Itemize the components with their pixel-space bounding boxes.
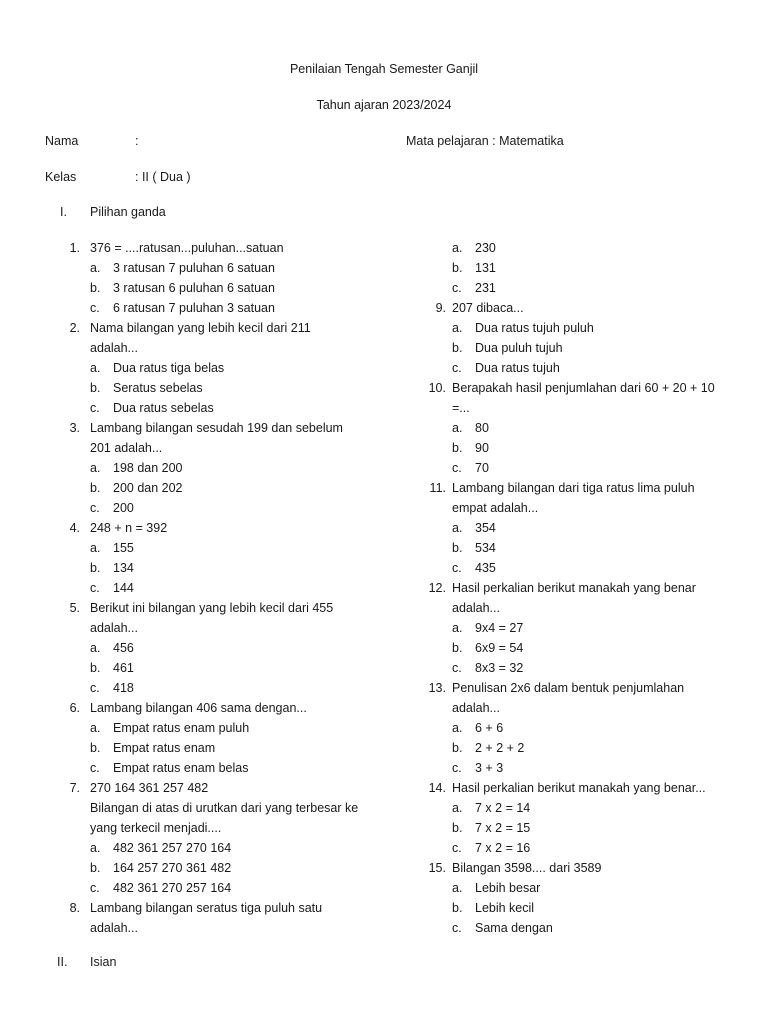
option-text: Lebih besar [475,881,541,895]
option-letter: b. [90,481,101,495]
school-year: Tahun ajaran 2023/2024 [316,98,452,112]
option-letter: c. [90,761,100,775]
question-text: 248 + n = 392 [90,521,168,535]
option-letter: b. [452,741,463,755]
question-number: 3. [69,421,80,435]
option-text: 155 [113,541,134,555]
subject-label: Mata pelajaran : Matematika [406,134,564,148]
option-letter: a. [452,321,463,335]
option-text: Sama dengan [475,921,553,935]
question-text: Lambang bilangan sesudah 199 dan sebelum [90,421,343,435]
option-letter: b. [90,741,101,755]
option-letter: a. [452,881,463,895]
option-text: 435 [475,561,496,575]
question-text-continued: empat adalah... [452,501,539,515]
option-text: 418 [113,681,134,695]
option-text: Lebih kecil [475,901,535,915]
option-text: Dua ratus sebelas [113,401,214,415]
option-text: 534 [475,541,496,555]
question-number: 1. [69,241,80,255]
option-letter: c. [90,581,100,595]
option-text: Dua ratus tujuh puluh [475,321,594,335]
option-text: 134 [113,561,134,575]
question-text: 270 164 361 257 482 [90,781,209,795]
question-text-continued: adalah... [90,621,138,635]
question-number: 4. [69,521,80,535]
option-letter: a. [90,641,101,655]
option-text: 9x4 = 27 [475,621,524,635]
question-text: 207 dibaca... [452,301,524,315]
option-letter: a. [452,621,463,635]
option-letter: a. [452,801,463,815]
question-text: Hasil perkalian berikut manakah yang benar [452,581,696,595]
option-text: Empat ratus enam [113,741,216,755]
question-text-continued: adalah... [452,701,500,715]
section-two-title: Isian [90,955,117,969]
question-text-continued: Bilangan di atas di urutkan dari yang terbesar ke [90,801,359,815]
question-number: 2. [69,321,80,335]
option-letter: b. [452,821,463,835]
option-text: 164 257 270 361 482 [113,861,232,875]
option-text: 90 [475,441,489,455]
question-text-continued: 201 adalah... [90,441,163,455]
option-letter: b. [90,281,101,295]
option-text: 3 ratusan 7 puluhan 6 satuan [113,261,275,275]
option-letter: a. [452,421,463,435]
option-text: 354 [475,521,496,535]
question-number: 12. [428,581,446,595]
option-letter: a. [452,521,463,535]
section-one-title: Pilihan ganda [90,205,166,219]
option-letter: c. [452,921,462,935]
option-letter: b. [452,901,463,915]
option-letter: b. [452,341,463,355]
option-text: 7 x 2 = 16 [475,841,531,855]
question-text: Berikut ini bilangan yang lebih kecil dari 455 [90,601,334,615]
question-text: Penulisan 2x6 dalam bentuk penjumlahan [452,681,685,695]
option-letter: b. [452,641,463,655]
option-text: 231 [475,281,496,295]
page-title: Penilaian Tengah Semester Ganjil [289,62,479,76]
question-text-continued: adalah... [90,921,138,935]
option-letter: a. [90,721,101,735]
question-number: 10. [428,381,446,395]
question-text-continued: adalah... [90,341,138,355]
option-letter: b. [90,381,101,395]
question-text-continued: yang terkecil menjadi.... [90,821,222,835]
option-text: 200 dan 202 [113,481,183,495]
option-letter: b. [90,861,101,875]
option-text: 6x9 = 54 [475,641,524,655]
option-text: Empat ratus enam puluh [113,721,250,735]
option-text: 200 [113,501,134,515]
option-letter: c. [452,361,462,375]
option-text: 461 [113,661,134,675]
option-text: 482 361 257 270 164 [113,841,232,855]
option-letter: a. [90,261,101,275]
option-text: Dua puluh tujuh [475,341,563,355]
question-number: 14. [428,781,446,795]
option-text: 230 [475,241,496,255]
option-letter: c. [452,561,462,575]
option-text: 2 + 2 + 2 [475,741,525,755]
option-text: 7 x 2 = 14 [475,801,531,815]
option-letter: b. [90,561,101,575]
option-letter: c. [452,661,462,675]
option-letter: a. [90,361,101,375]
option-letter: a. [452,241,463,255]
option-letter: c. [452,841,462,855]
question-text: Berapakah hasil penjumlahan dari 60 + 20 + 10 [452,381,715,395]
question-text-continued: adalah... [452,601,500,615]
option-text: 3 ratusan 6 puluhan 6 satuan [113,281,275,295]
option-text: 131 [475,261,496,275]
question-number: 6. [69,701,80,715]
option-text: 3 + 3 [475,761,504,775]
question-text: Bilangan 3598.... dari 3589 [452,861,602,875]
section-two-number: II. [57,955,68,969]
question-number: 8. [69,901,80,915]
question-text: Nama bilangan yang lebih kecil dari 211 [90,321,311,335]
option-text: 198 dan 200 [113,461,183,475]
option-text: 144 [113,581,134,595]
question-text: Lambang bilangan 406 sama dengan... [90,701,307,715]
option-letter: c. [90,681,100,695]
question-number: 5. [69,601,80,615]
option-text: 7 x 2 = 15 [475,821,531,835]
option-letter: c. [90,501,100,515]
question-number: 9. [435,301,446,315]
question-text: Hasil perkalian berikut manakah yang benar... [452,781,706,795]
option-letter: a. [452,721,463,735]
option-text: 456 [113,641,134,655]
section-one-number: I. [60,205,67,219]
question-number: 13. [428,681,446,695]
question-number: 15. [428,861,446,875]
option-letter: c. [90,881,100,895]
option-text: 482 361 270 257 164 [113,881,232,895]
option-text: Dua ratus tujuh [475,361,560,375]
option-letter: b. [90,661,101,675]
option-letter: a. [90,541,101,555]
option-letter: b. [452,261,463,275]
option-letter: b. [452,441,463,455]
question-text: Lambang bilangan dari tiga ratus lima puluh [452,481,695,495]
option-text: Seratus sebelas [113,381,203,395]
option-letter: a. [90,461,101,475]
question-text: Lambang bilangan seratus tiga puluh satu [90,901,323,915]
option-letter: c. [452,461,462,475]
option-text: 80 [475,421,489,435]
option-letter: b. [452,541,463,555]
question-text-continued: =... [452,401,470,415]
option-text: Empat ratus enam belas [113,761,249,775]
option-letter: a. [90,841,101,855]
question-number: 11. [429,481,446,495]
option-text: 6 ratusan 7 puluhan 3 satuan [113,301,275,315]
option-letter: c. [452,761,462,775]
option-letter: c. [90,401,100,415]
option-text: 6 + 6 [475,721,504,735]
option-text: 8x3 = 32 [475,661,524,675]
nama-label: Nama [45,134,79,148]
option-letter: c. [452,281,462,295]
question-text: 376 = ....ratusan...puluhan...satuan [90,241,284,255]
option-text: 70 [475,461,489,475]
option-text: Dua ratus tiga belas [113,361,225,375]
kelas-value: : II ( Dua ) [135,170,191,184]
nama-colon: : [135,134,139,148]
kelas-label: Kelas [45,170,77,184]
question-number: 7. [69,781,80,795]
option-letter: c. [90,301,100,315]
